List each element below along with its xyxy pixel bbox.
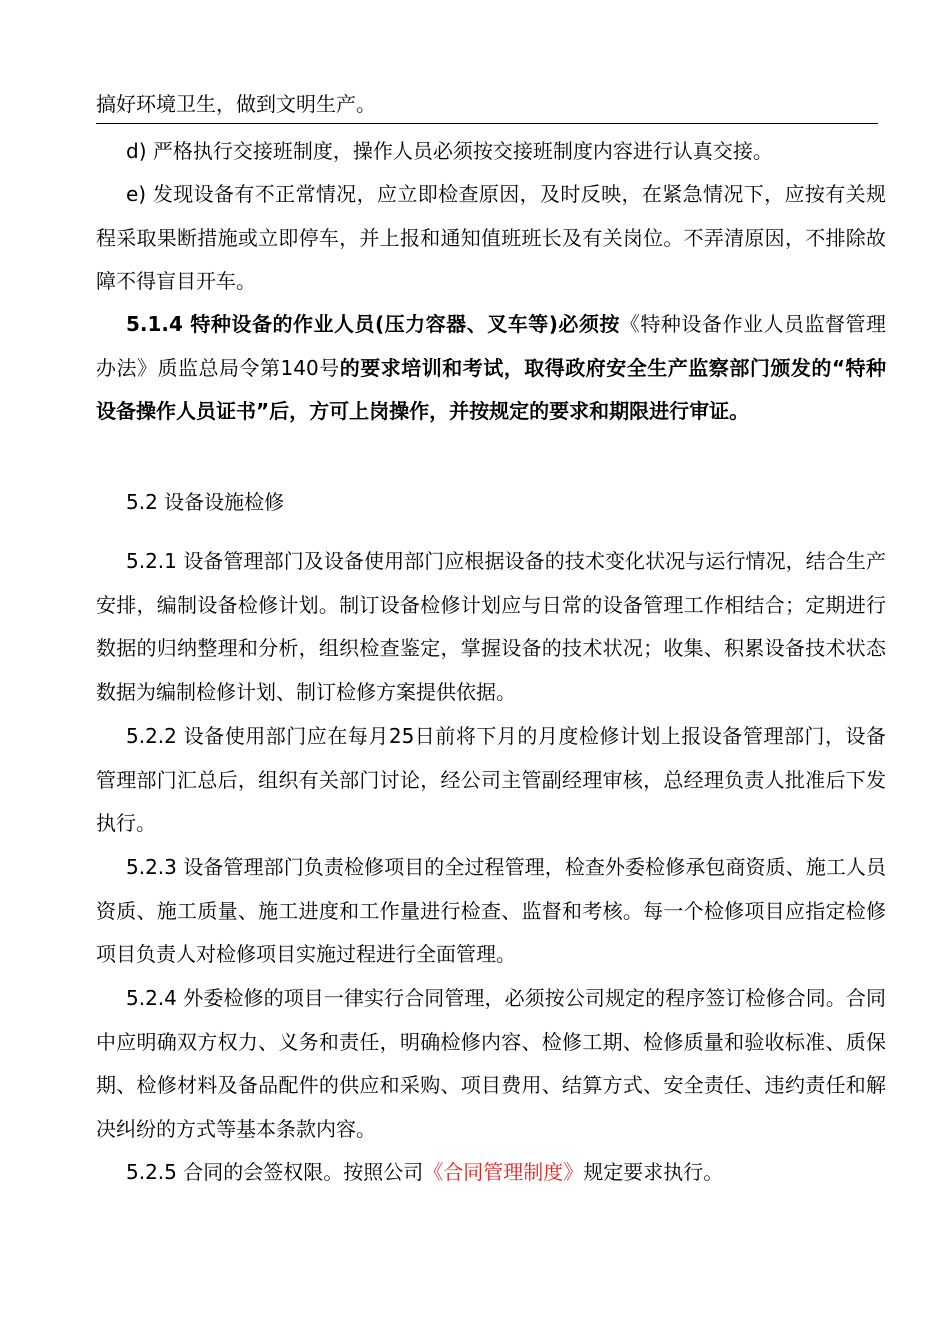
contract-management-link[interactable]: 《合同管理制度》: [423, 1160, 584, 1184]
section-5-2-5-text-c: 规定要求执行。: [583, 1160, 724, 1184]
section-5-2-heading: 5.2 设备设施检修: [126, 490, 285, 514]
section-5-2-5-text-a: 5.2.5 合同的会签权限。按照公司: [126, 1160, 424, 1184]
section-5-2-2: 5.2.2 设备使用部门应在每月25日前将下月的月度检修计划上报设备管理部门，设备管理部门汇总后，组织有关部门讨论，经公司主管副经理审核，总经理负责人批准后下发执行。: [96, 724, 886, 835]
section-5-1-4-text-a: 5.1.4 特种设备的作业人员(压力容器、叉车等)必须按: [126, 312, 620, 336]
section-5-2-4: 5.2.4 外委检修的项目一律实行合同管理，必须按公司规定的程序签订检修合同。合同中应明确双方权力、义务和责任，明确检修内容、检修工期、检修质量和验收标准、质保期、检修材料及备品配件的供应和采购、项目费用、结算方式、安全责任、违约责任和解决纠纷的方式等基本条款内容。: [96, 986, 886, 1141]
top-line: 搞好环境卫生，做到文明生产。: [96, 92, 376, 116]
special-equipment-regulation-ref: 《特种设备作业人员监督管理办法》质监总局令第140号: [96, 312, 887, 380]
paragraph-d: d) 严格执行交接班制度，操作人员必须按交接班制度内容进行认真交接。: [126, 139, 773, 163]
paragraph-e: e) 发现设备有不正常情况，应立即检查原因，及时反映，在紧急情况下，应按有关规程采取果断措施或立即停车，并上报和通知值班班长及有关岗位。不弄清原因，不排除故障不得盲目开车。: [96, 182, 886, 293]
section-5-1-4-text-c: 的要求培训和考试，取得政府安全生产监察部门颁发的“特种设备操作人员证书”后，方可上岗操作，并按规定的要求和期限进行审证。: [96, 355, 886, 423]
section-5-2-3: 5.2.3 设备管理部门负责检修项目的全过程管理，检查外委检修承包商资质、施工人员资质、施工质量、施工进度和工作量进行检查、监督和考核。每一个检修项目应指定检修项目负责人对检修项目实施过程进行全面管理。: [96, 855, 886, 966]
section-5-1-4: [96, 303, 886, 434]
section-5-2-5: [96, 1151, 886, 1195]
section-5-2-1: 5.2.1 设备管理部门及设备使用部门应根据设备的技术变化状况与运行情况，结合生产安排，编制设备检修计划。制订设备检修计划应与日常的设备管理工作相结合；定期进行数据的归纳整理和分析，组织检查鉴定，掌握设备的技术状况；收集、积累设备技术状态数据为编制检修计划、制订检修方案提供依据。: [96, 549, 886, 704]
header-rule: [96, 123, 878, 124]
